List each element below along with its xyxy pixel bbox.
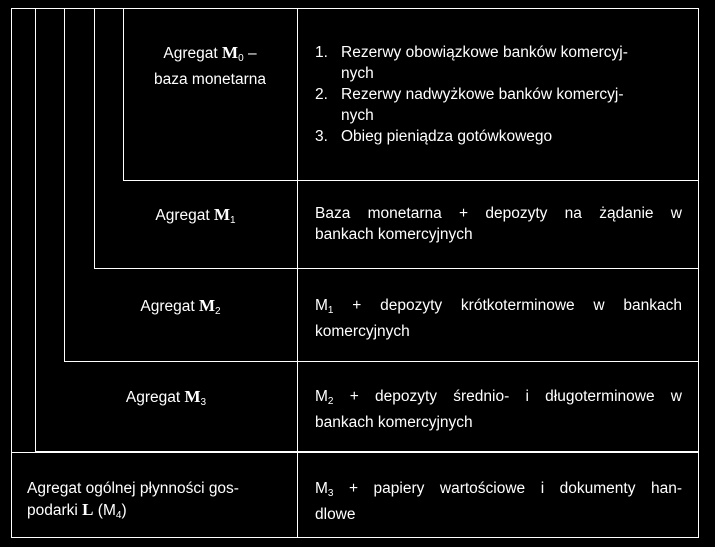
desc-m1: Baza monetarna + depozyty na żądanie w bankach komercyjnych <box>315 205 682 243</box>
list-item: 1. Rezerwy obowiązkowe banków komercyj- nych <box>315 44 628 82</box>
list-item: 3. Obieg pieniądza gotówkowego <box>315 128 553 145</box>
label-l: Agregat ogólnej płynności gos- podarki L $(M_4)$ <box>27 480 239 521</box>
desc-m2: $M_1$ + depozyty krótkoterminowe w bankach komercyjnych <box>315 297 682 340</box>
label-m2: Agregat $M_2$ <box>140 296 221 317</box>
label-m1: Agregat $M_1$ <box>155 205 236 226</box>
label-m0 <box>125 42 295 90</box>
list-item: 2. Rezerwy nadwyżkowe banków komercyj- nych <box>315 86 624 124</box>
column-divider <box>297 8 298 538</box>
desc-l: $M_3$ + papiery wartościowe i dokumenty han- dlowe <box>315 480 682 523</box>
desc-m3: $M_2$ + depozyty średnio- i długoterminowe w bankach komercyjnych <box>315 388 682 431</box>
label-m3: Agregat $M_3$ <box>125 387 207 408</box>
desc-m0 <box>315 42 690 147</box>
m0-components-list <box>315 42 690 147</box>
label-m0-line1: Agregat $M_0$ – <box>163 43 257 64</box>
label-m0-line2: baza monetarna <box>153 71 267 88</box>
bottom-row-divider <box>11 452 699 453</box>
